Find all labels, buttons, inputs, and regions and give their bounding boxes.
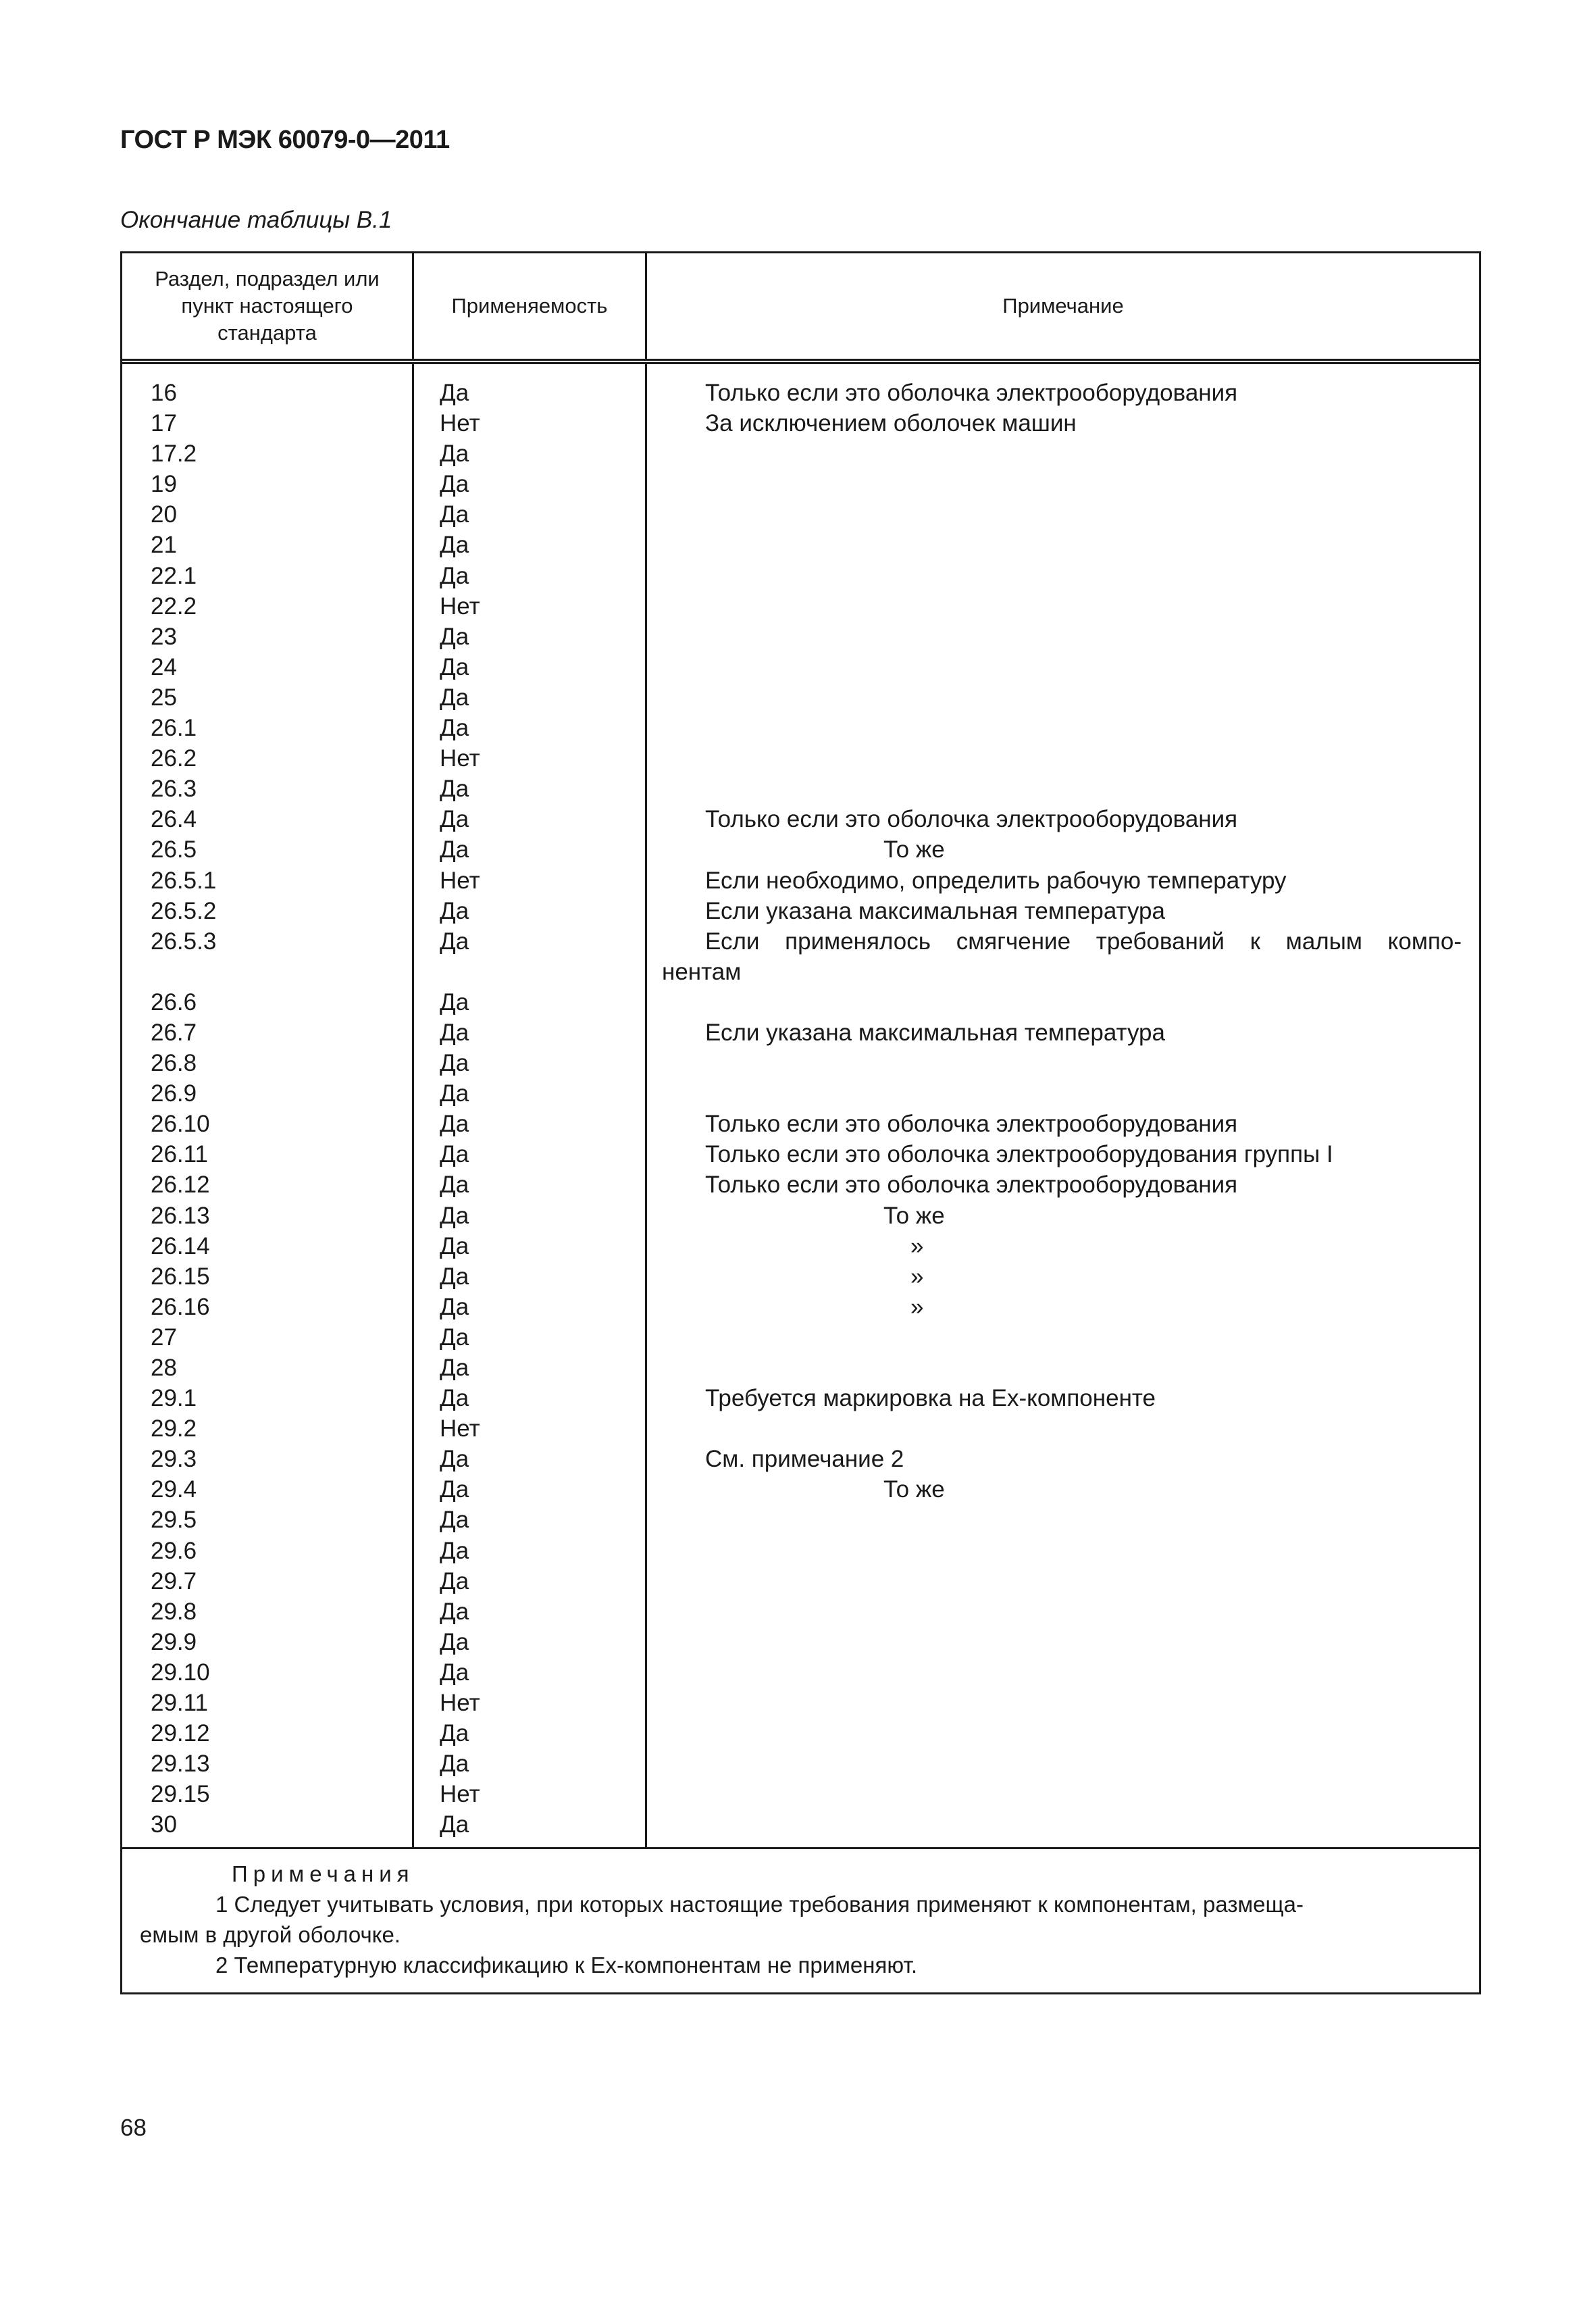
note-cell [647, 1749, 1462, 1779]
section-cell: 26.5.3 [151, 928, 217, 955]
note-cell [647, 1505, 1462, 1535]
applicability-cell: Да [440, 1537, 469, 1564]
note-cell [647, 1809, 1462, 1840]
section-cell: 16 [151, 380, 177, 406]
applicability-cell: Да [440, 1263, 469, 1290]
applicability-cell: Да [440, 1385, 469, 1412]
section-cell: 29.8 [151, 1598, 197, 1625]
header-applicability [414, 253, 647, 359]
applicability-column [414, 364, 647, 1847]
applicability-cell: Да [440, 1567, 469, 1594]
section-cell: 24 [151, 653, 177, 680]
section-cell: 26.6 [151, 988, 197, 1015]
applicability-cell: Да [440, 1355, 469, 1381]
note-cell [647, 1779, 1462, 1809]
note-cell: » [910, 1232, 924, 1259]
applicability-cell: Да [440, 806, 469, 833]
applicability-cell: Да [440, 1476, 469, 1503]
section-cell: 22.1 [151, 562, 197, 589]
note-cell [647, 774, 1462, 804]
applicability-cell: Нет [440, 1781, 480, 1808]
section-cell: 28 [151, 1355, 177, 1381]
section-cell: 26.10 [151, 1111, 210, 1138]
applicability-cell: Да [440, 1232, 469, 1259]
note-cell: То же [883, 1202, 945, 1229]
applicability-cell: Да [440, 1507, 469, 1534]
applicability-cell: Да [440, 1111, 469, 1138]
applicability-cell: Да [440, 380, 469, 406]
section-cell: 27 [151, 1324, 177, 1351]
applicability-cell: Да [440, 1202, 469, 1229]
section-cell: 23 [151, 623, 177, 650]
applicability-cell: Да [440, 928, 469, 955]
applicability-cell: Да [440, 1720, 469, 1747]
note-cell: Только если это оболочка электрооборудования [705, 806, 1238, 833]
note-cell [647, 987, 1462, 1017]
applicability-cell: Да [440, 1598, 469, 1625]
note-cell: Если необходимо, определить рабочую температуру [705, 867, 1287, 894]
section-cell: 26.9 [151, 1080, 197, 1107]
applicability-cell: Да [440, 1324, 469, 1351]
applicability-cell: Да [440, 1172, 469, 1199]
note-cell [647, 1596, 1462, 1627]
note-cell: То же [883, 1476, 945, 1503]
note-cell [647, 713, 1462, 743]
section-cell: 29.12 [151, 1720, 210, 1747]
note-column [647, 364, 1479, 1847]
applicability-cell: Да [440, 1659, 469, 1686]
section-cell: 26.2 [151, 745, 197, 772]
section-cell: 29.7 [151, 1567, 197, 1594]
applicability-cell: Да [440, 1751, 469, 1778]
note-cell [647, 1627, 1462, 1657]
section-cell: 17.2 [151, 441, 197, 468]
note-cell: См. примечание 2 [705, 1446, 904, 1473]
section-cell: 29.15 [151, 1781, 210, 1808]
section-cell: 29.4 [151, 1476, 197, 1503]
applicability-cell: Да [440, 623, 469, 650]
note-cell [647, 622, 1462, 652]
note-cell: Только если это оболочка электрооборудования [705, 1172, 1238, 1199]
section-cell: 29.3 [151, 1446, 197, 1473]
note-cell [647, 743, 1462, 774]
applicability-cell: Нет [440, 867, 480, 894]
applicability-cell: Нет [440, 593, 480, 620]
section-cell: 19 [151, 471, 177, 498]
table-caption: Окончание таблицы В.1 [120, 207, 392, 233]
section-cell: 29.5 [151, 1507, 197, 1534]
section-cell: 29.2 [151, 1415, 197, 1442]
note-cell-continuation: нентам [662, 958, 742, 985]
section-cell: 17 [151, 410, 177, 437]
section-cell: 26.15 [151, 1263, 210, 1290]
applicability-table [120, 251, 1481, 1994]
section-cell: 26.11 [151, 1141, 208, 1168]
section-cell: 26.5.1 [151, 867, 217, 894]
table-body [122, 364, 1479, 1849]
applicability-cell: Да [440, 836, 469, 863]
applicability-cell: Да [440, 715, 469, 742]
applicability-cell: Да [440, 501, 469, 528]
note-cell [647, 438, 1462, 469]
section-cell: 29.11 [151, 1690, 208, 1717]
applicability-cell: Нет [440, 1415, 480, 1442]
note-cell [647, 1566, 1462, 1596]
section-column [122, 364, 414, 1847]
section-cell: 26.5 [151, 836, 197, 863]
applicability-cell: Да [440, 776, 469, 803]
note-cell: Если применялось смягчение требований к малым компо- [705, 928, 1462, 955]
section-cell: 21 [151, 532, 177, 559]
note-2: 2 Температурную классификацию к Ex-компонентам не применяют. [215, 1953, 918, 1978]
section-cell: 26.8 [151, 1050, 197, 1077]
header-section-label: Раздел, подраздел или пункт настоящего стандарта [155, 267, 380, 345]
note-cell [647, 1322, 1462, 1353]
note-cell [647, 469, 1462, 499]
note-cell [647, 530, 1462, 560]
section-cell: 29.9 [151, 1628, 197, 1655]
applicability-cell: Да [440, 897, 469, 924]
page-number: 68 [120, 2115, 147, 2141]
section-cell: 26.14 [151, 1232, 210, 1259]
applicability-cell: Да [440, 1293, 469, 1320]
section-cell: 26.16 [151, 1293, 210, 1320]
section-cell: 26.5.2 [151, 897, 217, 924]
applicability-cell: Да [440, 988, 469, 1015]
note-cell: Только если это оболочка электрооборудования [705, 380, 1238, 406]
note-1-line-1: 1 Следует учитывать условия, при которых настоящие требования применяют к компонентам, размеща- [215, 1892, 1304, 1917]
applicability-cell: Да [440, 1050, 469, 1077]
section-cell: 26.3 [151, 776, 197, 803]
applicability-cell: Да [440, 441, 469, 468]
applicability-cell: Нет [440, 745, 480, 772]
section-cell: 22.2 [151, 593, 197, 620]
applicability-cell: Да [440, 562, 469, 589]
note-cell: » [910, 1263, 924, 1290]
applicability-cell: Да [440, 1446, 469, 1473]
notes-title: Примечания [232, 1861, 415, 1886]
applicability-cell: Да [440, 471, 469, 498]
note-cell [647, 499, 1462, 530]
note-cell [647, 1718, 1462, 1749]
section-cell: 26.12 [151, 1172, 210, 1199]
header-note [647, 253, 1479, 359]
applicability-cell: Да [440, 1628, 469, 1655]
applicability-cell: Да [440, 532, 469, 559]
header-applicability-label: Применяемость [451, 294, 608, 318]
section-cell-spacer [151, 957, 412, 987]
note-cell [647, 652, 1462, 682]
section-cell: 26.4 [151, 806, 197, 833]
section-cell: 26.7 [151, 1019, 197, 1046]
section-cell: 29.1 [151, 1385, 197, 1412]
note-cell [647, 1048, 1462, 1078]
note-cell: Если указана максимальная температура [705, 897, 1165, 924]
applicability-cell: Нет [440, 1690, 480, 1717]
table-header [122, 253, 1479, 364]
applicability-cell: Да [440, 1080, 469, 1107]
note-cell: За исключением оболочек машин [705, 410, 1077, 437]
applicability-cell-spacer [440, 957, 645, 987]
note-cell [647, 1078, 1462, 1109]
section-cell: 29.6 [151, 1537, 197, 1564]
section-cell: 25 [151, 684, 177, 711]
section-cell: 26.1 [151, 715, 197, 742]
applicability-cell: Да [440, 1811, 469, 1838]
applicability-cell: Да [440, 653, 469, 680]
section-cell: 30 [151, 1811, 177, 1838]
note-cell [647, 1353, 1462, 1383]
section-cell: 29.13 [151, 1751, 210, 1778]
note-cell: » [910, 1293, 924, 1320]
note-cell [647, 1413, 1462, 1444]
header-section [122, 253, 414, 359]
section-cell: 29.10 [151, 1659, 210, 1686]
note-cell [647, 682, 1462, 713]
note-cell: Требуется маркировка на Ex-компоненте [705, 1385, 1156, 1412]
note-cell [647, 1536, 1462, 1566]
note-cell [647, 1688, 1462, 1718]
note-cell: Только если это оболочка электрооборудования группы I [705, 1141, 1333, 1168]
note-1-line-2: емым в другой оболочке. [140, 1922, 401, 1947]
header-note-label: Примечание [1002, 294, 1124, 318]
document-header: ГОСТ Р МЭК 60079-0—2011 [120, 126, 450, 154]
applicability-cell: Да [440, 684, 469, 711]
applicability-cell: Нет [440, 410, 480, 437]
note-cell [647, 1657, 1462, 1688]
note-cell: То же [883, 836, 945, 863]
applicability-cell: Да [440, 1019, 469, 1046]
note-cell: Если указана максимальная температура [705, 1019, 1165, 1046]
note-cell: Только если это оболочка электрооборудования [705, 1111, 1238, 1138]
applicability-cell: Да [440, 1141, 469, 1168]
table-notes [122, 1849, 1479, 1992]
note-cell [647, 561, 1462, 591]
section-cell: 20 [151, 501, 177, 528]
section-cell: 26.13 [151, 1202, 210, 1229]
note-cell [647, 591, 1462, 622]
